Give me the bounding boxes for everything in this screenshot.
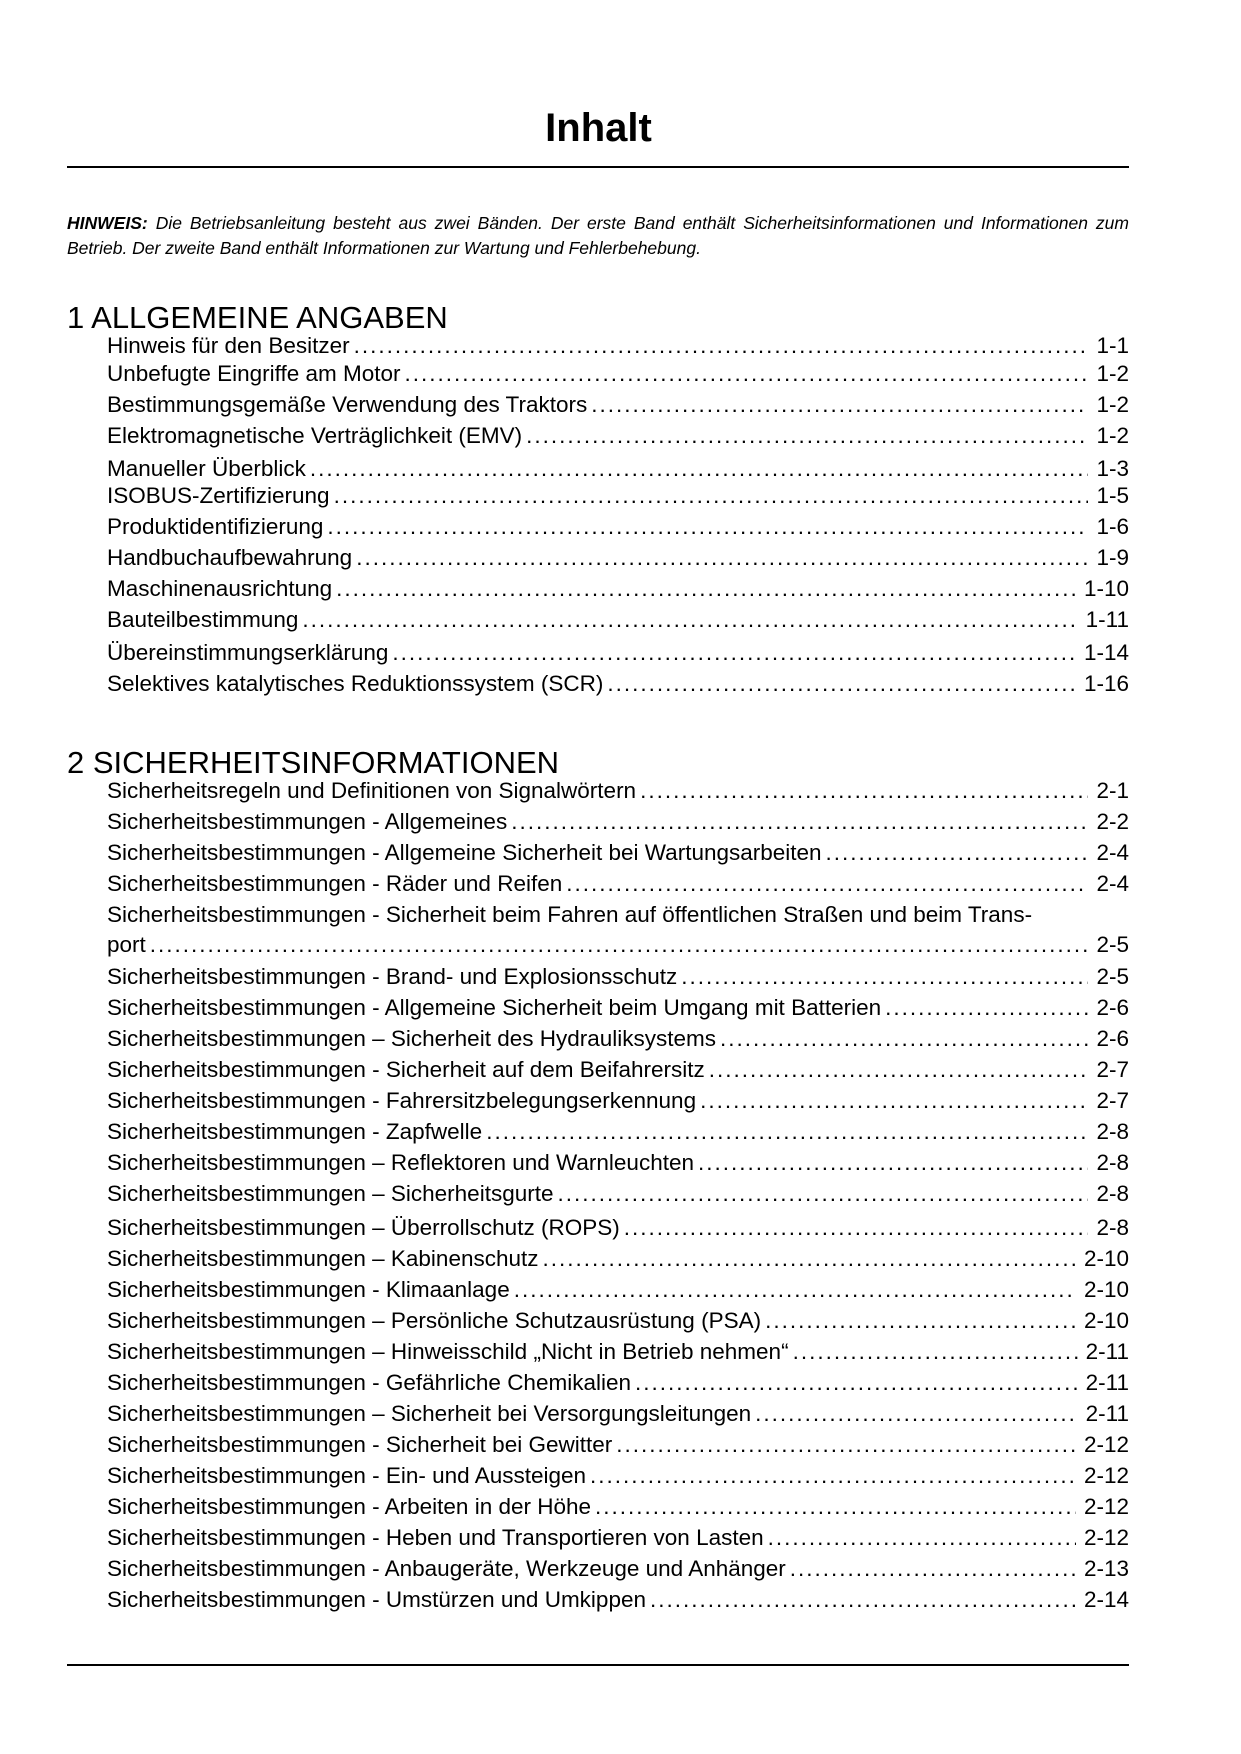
toc-entry-title: Sicherheitsbestimmungen - Ein- und Aussteigen bbox=[107, 1463, 587, 1488]
toc-entry-title: Sicherheitsbestimmungen - Brand- und Explosionsschutz bbox=[107, 964, 678, 989]
toc-entry-title: Sicherheitsbestimmungen - Arbeiten in der Höhe bbox=[107, 1494, 592, 1519]
dot-leader bbox=[826, 839, 1089, 866]
toc-entry[interactable] bbox=[107, 422, 1129, 449]
toc-entry-page: 2-11 bbox=[1085, 1339, 1129, 1364]
toc-entry-page: 2-12 bbox=[1083, 1432, 1129, 1457]
toc-entry[interactable] bbox=[107, 1180, 1129, 1207]
toc-entry[interactable] bbox=[107, 1025, 1129, 1052]
toc-entry-title: Bestimmungsgemäße Verwendung des Traktors bbox=[107, 392, 588, 417]
toc-entry-title: Selektives katalytisches Reduktionssystem (SCR) bbox=[107, 671, 604, 696]
toc-entry[interactable] bbox=[107, 670, 1129, 697]
toc-entry-title: Übereinstimmungserklärung bbox=[107, 640, 389, 665]
dot-leader bbox=[755, 1400, 1077, 1427]
dot-leader bbox=[616, 1431, 1076, 1458]
dot-leader bbox=[405, 360, 1089, 387]
dot-leader bbox=[595, 1493, 1076, 1520]
toc-entry-title: Sicherheitsbestimmungen - Gefährliche Chemikalien bbox=[107, 1370, 631, 1395]
toc-entry[interactable] bbox=[107, 777, 1129, 804]
toc-entry-page: 1-1 bbox=[1096, 333, 1129, 358]
toc-entry-title: Sicherheitsbestimmungen - Zapfwelle bbox=[107, 1119, 483, 1144]
toc-entry-page: 2-10 bbox=[1083, 1277, 1129, 1302]
toc-entry-title: Sicherheitsbestimmungen – Sicherheit des Hydrauliksystems bbox=[107, 1026, 717, 1051]
toc-entry[interactable] bbox=[107, 360, 1129, 387]
section-general-info bbox=[67, 301, 1129, 335]
toc-entry[interactable] bbox=[107, 1338, 1129, 1365]
toc-entry-title: Sicherheitsbestimmungen – Sicherheitsgurte bbox=[107, 1181, 554, 1206]
toc-entry[interactable] bbox=[107, 808, 1129, 835]
toc-entry-page: 1-2 bbox=[1096, 361, 1129, 386]
dot-leader bbox=[793, 1338, 1078, 1365]
toc-entry-page: 2-14 bbox=[1083, 1587, 1129, 1612]
dot-leader bbox=[790, 1555, 1076, 1582]
toc-entry[interactable] bbox=[107, 1586, 1129, 1613]
dot-leader bbox=[526, 422, 1088, 449]
toc-entry-page: 2-12 bbox=[1083, 1525, 1129, 1550]
toc-entry-title: Sicherheitsregeln und Definitionen von Signalwörtern bbox=[107, 778, 637, 803]
toc-entry-page: 1-16 bbox=[1083, 671, 1129, 696]
toc-entry-title: Sicherheitsbestimmungen – Überrollschutz (ROPS) bbox=[107, 1215, 620, 1240]
bottom-divider bbox=[67, 1664, 1129, 1666]
toc-entry[interactable] bbox=[107, 839, 1129, 866]
toc-entry-page: 2-10 bbox=[1083, 1308, 1129, 1333]
toc-entry-page: 1-2 bbox=[1096, 423, 1129, 448]
toc-entry[interactable] bbox=[107, 1524, 1129, 1551]
toc-entry-page: 2-13 bbox=[1083, 1556, 1129, 1581]
toc-entry-title: Sicherheitsbestimmungen - Allgemeine Sicherheit beim Umgang mit Batterien bbox=[107, 995, 882, 1020]
toc-entry[interactable] bbox=[107, 901, 1129, 958]
dot-leader bbox=[591, 391, 1088, 418]
toc-entry-title: Bauteilbestimmung bbox=[107, 607, 299, 632]
dot-leader bbox=[624, 1214, 1089, 1241]
toc-entry-title: Handbuchaufbewahrung bbox=[107, 545, 353, 570]
toc-entry-title: Sicherheitsbestimmungen – Hinweisschild „Nicht in Betrieb nehmen“ bbox=[107, 1339, 789, 1364]
dot-leader bbox=[150, 931, 1089, 958]
toc-entry-page: 2-6 bbox=[1096, 1026, 1129, 1051]
toc-entry-title: Maschinenausrichtung bbox=[107, 576, 333, 601]
notice bbox=[67, 211, 1129, 261]
dot-leader bbox=[650, 1586, 1076, 1613]
toc-entry-page: 1-2 bbox=[1096, 392, 1129, 417]
toc-entry-page: 2-8 bbox=[1096, 1181, 1129, 1206]
dot-leader bbox=[557, 1180, 1088, 1207]
toc-entry[interactable] bbox=[107, 482, 1129, 509]
dot-leader bbox=[514, 1276, 1076, 1303]
dot-leader bbox=[700, 1087, 1088, 1114]
toc-entry[interactable] bbox=[107, 606, 1129, 633]
toc-entry-page: 1-11 bbox=[1085, 607, 1129, 632]
toc-entry-title: Sicherheitsbestimmungen - Räder und Reifen bbox=[107, 871, 563, 896]
dot-leader bbox=[681, 963, 1088, 990]
toc-entry-title: Sicherheitsbestimmungen - Heben und Transportieren von Lasten bbox=[107, 1525, 764, 1550]
toc-entry-title: Sicherheitsbestimmungen - Klimaanlage bbox=[107, 1277, 510, 1302]
top-divider bbox=[67, 166, 1129, 168]
section-safety-info bbox=[67, 746, 1129, 780]
dot-leader bbox=[885, 994, 1088, 1021]
toc-entry-title: Sicherheitsbestimmungen - Sicherheit bei Gewitter bbox=[107, 1432, 613, 1457]
toc-entry-title: Sicherheitsbestimmungen - Anbaugeräte, Werkzeuge und Anhänger bbox=[107, 1556, 786, 1581]
toc-entry-title: Manueller Überblick bbox=[107, 456, 306, 481]
toc-entry-page: 2-4 bbox=[1096, 840, 1129, 865]
toc-entry-title: Elektromagnetische Verträglichkeit (EMV) bbox=[107, 423, 523, 448]
toc-entry-title: Sicherheitsbestimmungen - Umstürzen und Umkippen bbox=[107, 1587, 646, 1612]
toc-entry-page: 1-10 bbox=[1083, 576, 1129, 601]
dot-leader bbox=[698, 1149, 1088, 1176]
toc-entry-page: 2-11 bbox=[1085, 1370, 1129, 1395]
toc-entry-title: Sicherheitsbestimmungen - Allgemeines bbox=[107, 809, 508, 834]
dot-leader bbox=[310, 455, 1089, 482]
dot-leader bbox=[709, 1056, 1089, 1083]
section-heading: 2 SICHERHEITSINFORMATIONEN bbox=[67, 745, 560, 780]
toc-entry[interactable] bbox=[107, 1493, 1129, 1520]
dot-leader bbox=[392, 639, 1076, 666]
toc-entry[interactable] bbox=[107, 870, 1129, 897]
toc-entry[interactable] bbox=[107, 1149, 1129, 1176]
toc-entry-page: 2-8 bbox=[1096, 1150, 1129, 1175]
toc-entry-page: 1-3 bbox=[1096, 456, 1129, 481]
dot-leader bbox=[511, 808, 1088, 835]
toc-entry-page: 1-6 bbox=[1096, 514, 1129, 539]
dot-leader bbox=[590, 1462, 1076, 1489]
toc-entry-page: 2-5 bbox=[1096, 932, 1129, 957]
toc-entry-page: 2-7 bbox=[1096, 1057, 1129, 1082]
toc-entry-page: 2-12 bbox=[1083, 1494, 1129, 1519]
toc-entry-title: Sicherheitsbestimmungen - Sicherheit auf dem Beifahrersitz bbox=[107, 1057, 705, 1082]
toc-entry-page: 2-8 bbox=[1096, 1215, 1129, 1240]
toc-entry[interactable] bbox=[107, 1245, 1129, 1272]
toc-entry-title: Sicherheitsbestimmungen – Kabinenschutz bbox=[107, 1246, 539, 1271]
notice-text: Die Betriebsanleitung besteht aus zwei Bänden. Der erste Band enthält Sicherheitsinformationen und Informationen zum Betrieb. Der zweite Band enthält Informationen zur Wartung und Fehlerbehebung. bbox=[67, 213, 1129, 258]
toc-entry[interactable] bbox=[107, 1214, 1129, 1241]
page-title: Inhalt bbox=[545, 106, 652, 150]
toc-entry[interactable] bbox=[107, 1369, 1129, 1396]
toc-entry[interactable] bbox=[107, 1276, 1129, 1303]
toc-entry-title: Sicherheitsbestimmungen - Fahrersitzbelegungserkennung bbox=[107, 1088, 697, 1113]
dot-leader bbox=[336, 575, 1076, 602]
dot-leader bbox=[354, 332, 1089, 359]
toc-entry-title-continued: port bbox=[107, 932, 146, 957]
dot-leader bbox=[356, 544, 1088, 571]
toc-entry-page: 2-4 bbox=[1096, 871, 1129, 896]
toc-entry[interactable] bbox=[107, 455, 1129, 482]
dot-leader bbox=[334, 482, 1089, 509]
toc-entry-page: 2-11 bbox=[1085, 1401, 1129, 1426]
toc-entry-title: Sicherheitsbestimmungen – Reflektoren und Warnleuchten bbox=[107, 1150, 694, 1175]
dot-leader bbox=[607, 670, 1076, 697]
dot-leader bbox=[566, 870, 1088, 897]
toc-entry[interactable] bbox=[107, 963, 1129, 990]
toc-entry[interactable] bbox=[107, 391, 1129, 418]
toc-entry[interactable] bbox=[107, 332, 1129, 359]
toc-entry-page: 1-5 bbox=[1096, 483, 1129, 508]
toc-entry[interactable] bbox=[107, 994, 1129, 1021]
toc-entry[interactable] bbox=[107, 513, 1129, 540]
dot-leader bbox=[720, 1025, 1088, 1052]
toc-entry[interactable] bbox=[107, 1555, 1129, 1582]
toc-entry-title: Produktidentifizierung bbox=[107, 514, 324, 539]
dot-leader bbox=[543, 1245, 1076, 1272]
toc-entry[interactable] bbox=[107, 1462, 1129, 1489]
toc-entry-title: Sicherheitsbestimmungen – Sicherheit bei Versorgungsleitungen bbox=[107, 1401, 752, 1426]
toc-entry-page: 2-10 bbox=[1083, 1246, 1129, 1271]
toc-entry-page: 2-6 bbox=[1096, 995, 1129, 1020]
toc-entry-page: 2-2 bbox=[1096, 809, 1129, 834]
dot-leader bbox=[765, 1307, 1076, 1334]
toc-entry-page: 1-14 bbox=[1083, 640, 1129, 665]
dot-leader bbox=[302, 606, 1077, 633]
toc-entry-page: 2-7 bbox=[1096, 1088, 1129, 1113]
notice-label: HINWEIS: bbox=[67, 213, 148, 233]
toc-entry[interactable] bbox=[107, 575, 1129, 602]
toc-entry[interactable] bbox=[107, 1087, 1129, 1114]
toc-entry-continuation bbox=[107, 931, 1129, 958]
toc-entry-title: Hinweis für den Besitzer bbox=[107, 333, 350, 358]
toc-entry-title: Unbefugte Eingriffe am Motor bbox=[107, 361, 401, 386]
toc-entry-title: Sicherheitsbestimmungen - Allgemeine Sicherheit bei Wartungsarbeiten bbox=[107, 840, 822, 865]
toc-entry[interactable] bbox=[107, 1400, 1129, 1427]
toc-entry-title: Sicherheitsbestimmungen – Persönliche Schutzausrüstung (PSA) bbox=[107, 1308, 762, 1333]
toc-entry-page: 2-12 bbox=[1083, 1463, 1129, 1488]
dot-leader bbox=[327, 513, 1088, 540]
dot-leader bbox=[768, 1524, 1076, 1551]
toc-entry-page: 1-9 bbox=[1096, 545, 1129, 570]
toc-entry-page: 2-8 bbox=[1096, 1119, 1129, 1144]
toc-entry[interactable] bbox=[107, 544, 1129, 571]
toc-entry[interactable] bbox=[107, 1056, 1129, 1083]
section-heading: 1 ALLGEMEINE ANGABEN bbox=[67, 300, 448, 335]
dot-leader bbox=[635, 1369, 1078, 1396]
toc-entry[interactable] bbox=[107, 1307, 1129, 1334]
toc-entry-title: ISOBUS-Zertifizierung bbox=[107, 483, 330, 508]
dot-leader bbox=[486, 1118, 1088, 1145]
toc-entry[interactable] bbox=[107, 639, 1129, 666]
toc-entry-page: 2-5 bbox=[1096, 964, 1129, 989]
dot-leader bbox=[640, 777, 1088, 804]
toc-entry-title: Sicherheitsbestimmungen - Sicherheit beim Fahren auf öffentlichen Straßen und beim Trans- bbox=[107, 902, 1033, 927]
toc-entry[interactable] bbox=[107, 1118, 1129, 1145]
toc-entry[interactable] bbox=[107, 1431, 1129, 1458]
toc-entry-page: 2-1 bbox=[1096, 778, 1129, 803]
